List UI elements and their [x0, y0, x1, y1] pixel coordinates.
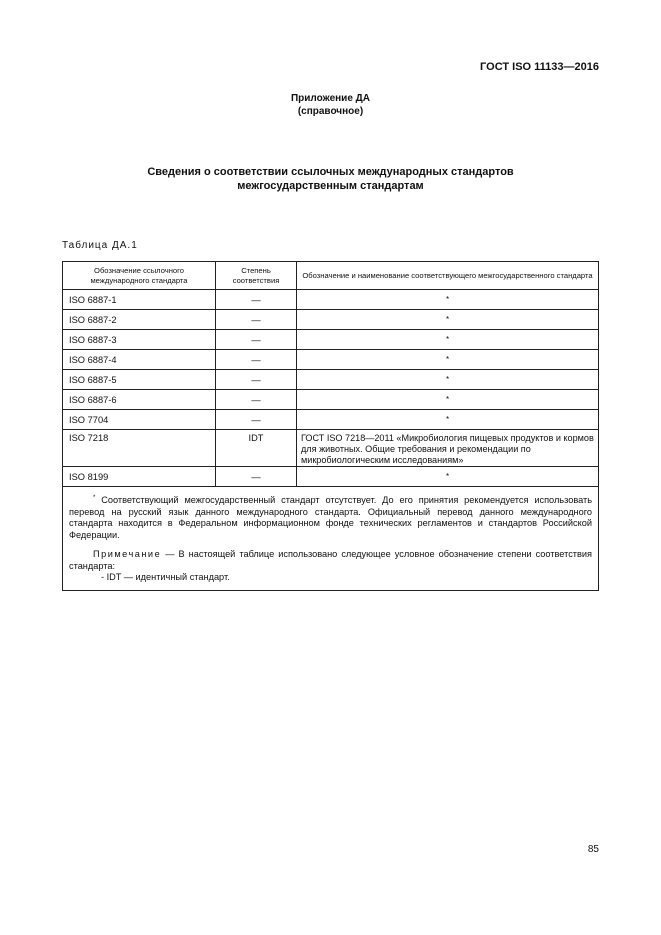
appendix-title: Приложение ДА — [290, 93, 371, 104]
table-notes — [63, 487, 599, 591]
cell-name: * — [297, 350, 599, 370]
page-title-line-2: межгосударственным стандартам — [237, 180, 424, 192]
cell-name: * — [297, 467, 599, 487]
cell-iso: ISO 6887-4 — [63, 350, 216, 370]
cell-iso: ISO 7704 — [63, 410, 216, 430]
cell-iso: ISO 6887-2 — [63, 310, 216, 330]
table-row — [63, 290, 599, 310]
cell-name: ГОСТ ISO 7218—2011 «Микробиология пищевых продуктов и кормов для животных. Общие требования и рекомендации по микробиологическим исследованиям» — [297, 430, 599, 467]
page-title-line-1: Сведения о соответствии ссылочных международных стандартов — [147, 166, 514, 178]
cell-degree: — — [216, 390, 297, 410]
cell-name: * — [297, 310, 599, 330]
cell-iso: ISO 6887-5 — [63, 370, 216, 390]
page-number: 85 — [587, 844, 599, 855]
page-title — [0, 165, 661, 193]
header-col-name: Обозначение и наименование соответствующего межгосударственного стандарта — [297, 262, 599, 290]
cell-name: * — [297, 370, 599, 390]
appendix-subtitle: (справочное) — [297, 106, 364, 117]
cell-name: * — [297, 410, 599, 430]
cell-name: * — [297, 290, 599, 310]
table-footnote — [69, 493, 592, 541]
header-col-degree: Степень соответствия — [216, 262, 297, 290]
cell-degree: — — [216, 350, 297, 370]
note-label: Примечание — [93, 549, 162, 560]
cell-iso: ISO 6887-6 — [63, 390, 216, 410]
cell-degree: — — [216, 310, 297, 330]
cell-degree: — — [216, 370, 297, 390]
table-row — [63, 410, 599, 430]
table-row — [63, 390, 599, 410]
cell-name: * — [297, 330, 599, 350]
cell-iso: ISO 6887-3 — [63, 330, 216, 350]
standards-table — [62, 261, 599, 591]
appendix-heading — [0, 92, 661, 118]
table-row — [63, 330, 599, 350]
footnote-mark: * — [93, 495, 96, 501]
cell-iso: ISO 8199 — [63, 467, 216, 487]
header-col-iso: Обозначение ссылочного международного стандарта — [63, 262, 216, 290]
standard-number: ГОСТ ISO 11133—2016 — [480, 61, 599, 73]
table-row — [63, 430, 599, 467]
table-row — [63, 350, 599, 370]
footnote-text: Соответствующий межгосударственный стандарт отсутствует. До его принятия рекомендуется использовать перевод на русский язык данного международного стандарта. Официальный перевод данного международного стандарта находится в Федеральном информационном фонде технических регламентов и стандартов Российской Федерации. — [69, 495, 592, 540]
table-note — [69, 549, 592, 584]
table-header-row — [63, 262, 599, 290]
note-text: — В настоящей таблице использовано следующее условное обозначение степени соответствия стандарта: — [69, 549, 592, 571]
cell-iso: ISO 6887-1 — [63, 290, 216, 310]
cell-iso: ISO 7218 — [63, 430, 216, 467]
table-row — [63, 467, 599, 487]
cell-degree: — — [216, 410, 297, 430]
cell-degree: — — [216, 290, 297, 310]
table-notes-row — [63, 487, 599, 591]
table-row — [63, 370, 599, 390]
cell-degree: — — [216, 467, 297, 487]
table-row — [63, 310, 599, 330]
cell-name: * — [297, 390, 599, 410]
table-caption: Таблица ДА.1 — [62, 240, 138, 251]
note-item: - IDT — идентичный стандарт. — [101, 572, 230, 583]
cell-degree: — — [216, 330, 297, 350]
cell-degree: IDT — [216, 430, 297, 467]
